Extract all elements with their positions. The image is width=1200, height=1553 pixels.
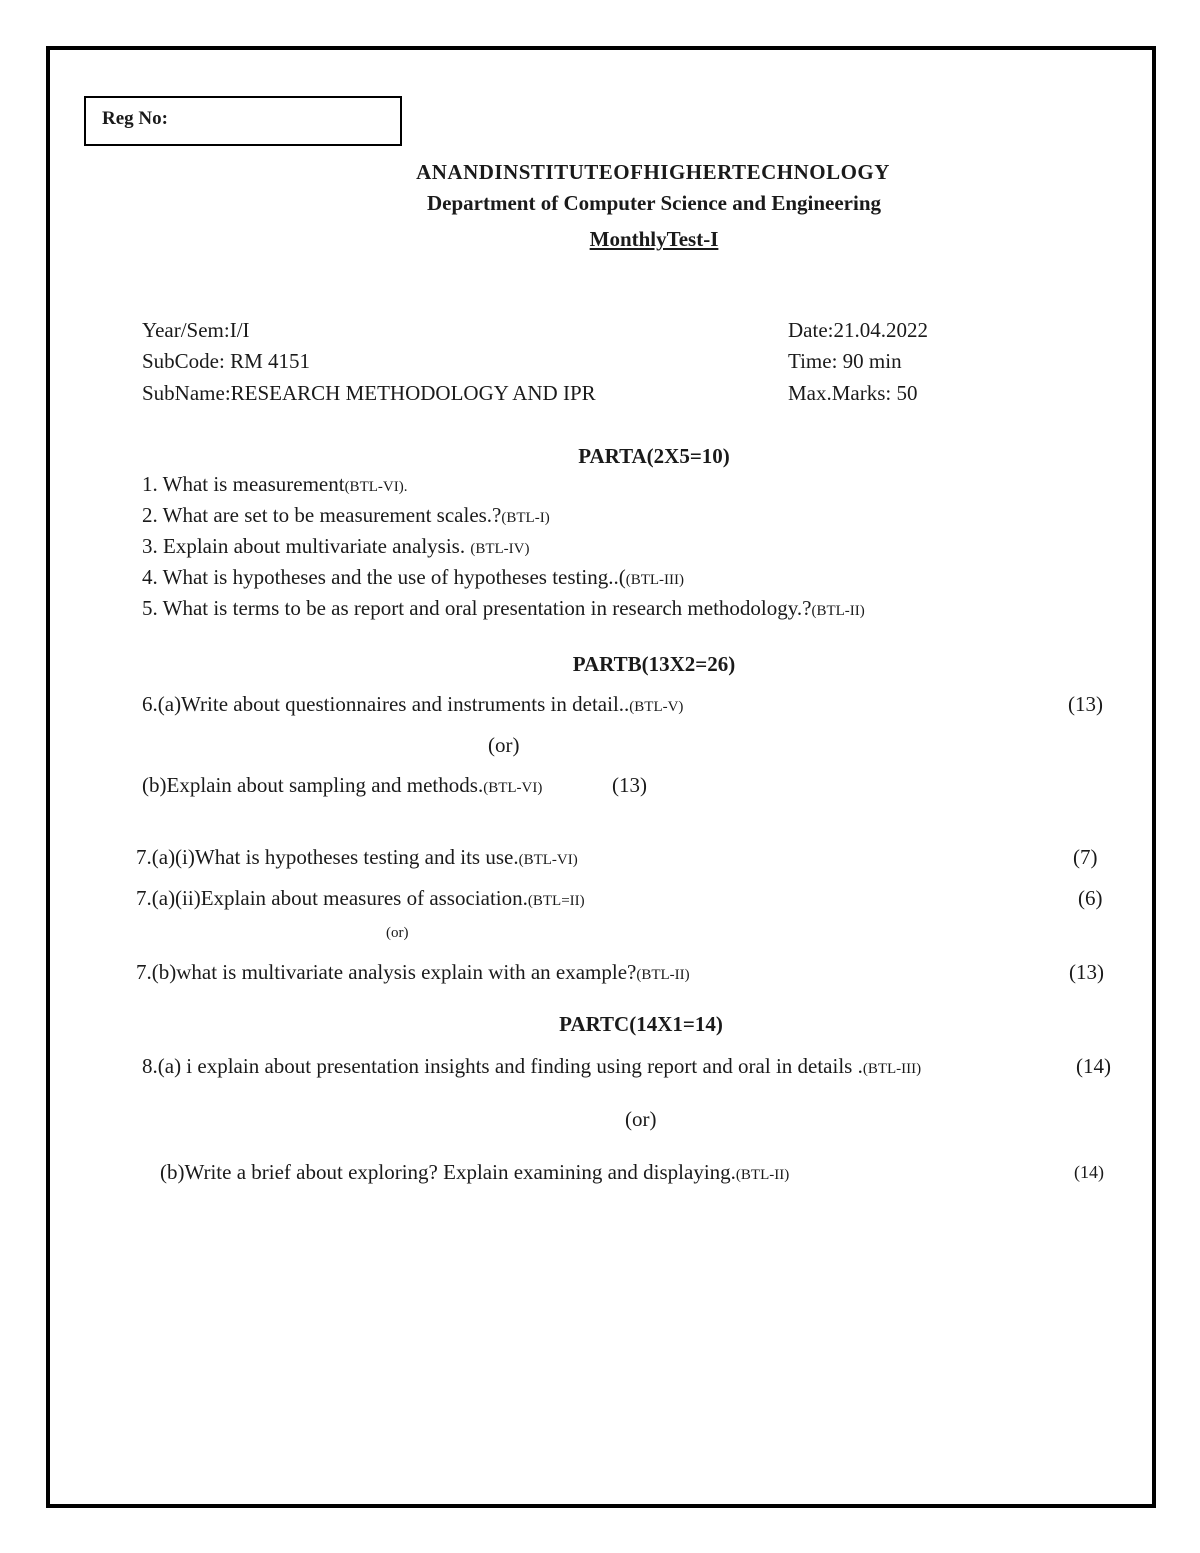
question-7a-i [136, 845, 578, 870]
btl-tag: (BTL=II) [527, 893, 585, 909]
question-text: 7.(b)what is multivariate analysis explain with an example? [136, 960, 637, 984]
question-3 [142, 534, 530, 559]
marks-6a: (13) [1068, 692, 1103, 716]
question-2 [142, 503, 550, 528]
btl-tag: (BTL-VI). [344, 479, 408, 495]
year-sem: Year/Sem:I/I [142, 318, 250, 342]
max-marks: Max.Marks: 50 [788, 381, 918, 405]
or-separator-3: (or) [625, 1107, 657, 1131]
btl-tag: (BTL-IV) [470, 541, 530, 557]
part-b-heading: PARTB(13X2=26) [572, 652, 736, 676]
btl-tag: (BTL-II) [735, 1167, 790, 1183]
question-5 [142, 596, 865, 621]
test-title: MonthlyTest-I [589, 227, 719, 251]
question-text: 7.(a)(ii)Explain about measures of association. [136, 886, 528, 910]
question-text: 4. What is hypotheses and the use of hypotheses testing..( [142, 565, 626, 589]
marks-8b: (14) [1074, 1162, 1104, 1182]
marks-7a-ii: (6) [1078, 886, 1103, 910]
part-c-heading: PARTC(14X1=14) [559, 1012, 723, 1036]
question-text: 6.(a)Write about questionnaires and instruments in detail.. [142, 692, 630, 716]
question-1 [142, 472, 407, 497]
btl-tag: (BTL-II) [636, 967, 690, 983]
exam-time: Time: 90 min [788, 349, 902, 373]
question-text: (b)Explain about sampling and methods. [142, 773, 484, 797]
question-7b [136, 960, 690, 985]
reg-no-label: Reg No: [102, 108, 168, 129]
question-8b [160, 1160, 789, 1185]
part-a-heading: PARTA(2X5=10) [578, 444, 730, 468]
marks-7a-i: (7) [1073, 845, 1098, 869]
sub-code: SubCode: RM 4151 [142, 349, 311, 373]
btl-tag: (BTL-V) [629, 699, 684, 715]
question-text: 2. What are set to be measurement scales.? [142, 503, 502, 527]
btl-tag: (BTL-III) [625, 572, 685, 588]
exam-date: Date:21.04.2022 [788, 318, 928, 342]
department-name: Department of Computer Science and Engineering [427, 191, 881, 215]
marks-8a: (14) [1076, 1054, 1111, 1078]
question-text: 7.(a)(i)What is hypotheses testing and its use. [136, 845, 519, 869]
question-6b [142, 773, 542, 798]
question-4 [142, 565, 684, 590]
btl-tag: (BTL-VI) [518, 852, 578, 868]
btl-tag: (BTL-I) [501, 510, 550, 526]
question-text: (b)Write a brief about exploring? Explain examining and displaying. [160, 1160, 736, 1184]
sub-name: SubName:RESEARCH METHODOLOGY AND IPR [142, 381, 596, 405]
marks-7b: (13) [1069, 960, 1104, 984]
btl-tag: (BTL-III) [862, 1061, 922, 1077]
institution-name: ANANDINSTITUTEOFHIGHERTECHNOLOGY [416, 160, 890, 184]
question-7a-ii [136, 886, 585, 911]
question-text: 1. What is measurement [142, 472, 345, 496]
or-separator-1: (or) [488, 733, 520, 757]
question-text: 5. What is terms to be as report and oral presentation in research methodology.? [142, 596, 812, 620]
marks-6b: (13) [612, 773, 647, 797]
question-text: 8.(a) i explain about presentation insights and finding using report and oral in details . [142, 1054, 863, 1078]
question-text: 3. Explain about multivariate analysis. [142, 534, 471, 558]
btl-tag: (BTL-II) [811, 603, 865, 619]
question-6a [142, 692, 683, 717]
question-8a [142, 1054, 921, 1079]
reg-no-box [84, 96, 402, 146]
btl-tag: (BTL-VI) [483, 780, 543, 796]
or-separator-2: (or) [386, 925, 409, 941]
